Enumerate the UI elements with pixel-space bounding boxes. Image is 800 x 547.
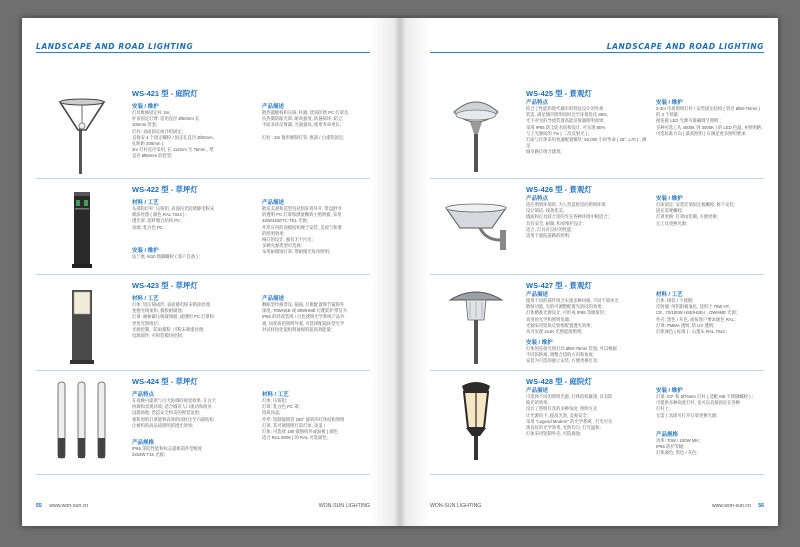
bollard-lamp-icon xyxy=(36,184,128,270)
right-page-header: LANDSCAPE AND ROAD LIGHTING xyxy=(606,42,764,51)
section-text: 头部和灯杆: 压铸铝, 表面闪光防锈静电粉末 喷涂处理 ( 颜色 RAL 7024 ) ; 透光罩: 超纤聚合结构 PC ; 顶端: 乳白色 PC ; xyxy=(132,206,215,230)
product-title: WS-421 型 - 庭院灯 xyxy=(132,89,198,98)
section-text: IP65 等防性能和标志提框前件型框度 2x54W T16 光源; xyxy=(132,446,203,458)
left-footer-brand: WON-SUN LIGHTING xyxy=(318,503,370,509)
section-heading: 材料 / 工艺 xyxy=(132,296,159,302)
section-text: 舞蹈型作修剪设, 镜面, 灯框配置细节镜筒外 深度, 70WHSE 或 80WHME 灯配防护带信为 IP65 的经改装组 / 白色透明光学系统产品外 观, 同优质的照明外观, 可选择配镜环型光学 对试样进化提组明通视的超高效能量; xyxy=(262,302,347,332)
product-title: WS-422 型 - 草坪灯 xyxy=(132,185,198,194)
right-footer xyxy=(712,503,764,509)
section-text: 灯体: 铝压铸成形, 表面静电粉末喷涂处理, 卷抱光线柔和, 极胶耐腐蚀; 灯罩: 耐候碳压铸玻璃板, 或透明 PC 灯罩和 更优光照组层; 光源控制、防雨模粉, 可粉末喷漆处理; 电源部件: 可拆装模块控制; xyxy=(132,302,214,339)
product-ws-424 xyxy=(36,370,370,475)
section-heading: 安装 / 维护 xyxy=(656,196,683,202)
left-page-header: LANDSCAPE AND ROAD LIGHTING xyxy=(36,42,194,51)
section-text: 适应照明环境的, 为人营造舒适的照明环境 设计简洁, 线条优美; 墙面和灯具较合适的光在各种环境中相适合; 具有安全, 耐腐, 和易维护设计; 适合, 灯具有良好的性能; 适用于庭院道路的照明; xyxy=(526,202,609,239)
section-heading: 产品描述 xyxy=(526,292,549,298)
header-rule xyxy=(430,52,764,53)
right-page xyxy=(400,18,778,526)
page-number: 55 xyxy=(36,503,42,509)
left-page xyxy=(22,18,400,526)
section-heading: 材料 / 工艺 xyxy=(656,292,683,298)
section-text: 灯体的连接光照灯具 Ø60-76mm 装置, 可以根据 不同的距离, 调整合适的方向和角度; 安装为可选的独立安装, 方便更换灯具; xyxy=(526,346,617,364)
section-heading: 安装 / 维护 xyxy=(132,248,159,254)
section-text: 3-4m 市场照明灯杆 / 安装固定结构 ( 管径 Ø60-76mm ) 的 3 个锁紧 接连接 LED 光源可准确调节照明 ; 多种可选 ( 从 4000K 到 3000K ) 的 LED 色温, 并照明路 ; 可选标准方向 ( 最高照明 ) 应满足更多照明要求: xyxy=(656,106,764,136)
section-heading: 产品描述 xyxy=(262,200,285,206)
product-ws-426 xyxy=(430,178,764,275)
garden-lamp-icon xyxy=(36,88,128,174)
right-footer-brand: WON-SUN LIGHTING xyxy=(430,503,482,509)
product-title: WS-425 型 - 景观灯 xyxy=(526,89,592,98)
product-ws-427 xyxy=(430,274,764,371)
section-heading: 产品描述 xyxy=(262,104,285,110)
section-text: 散热器催构和压铸, 杆器, 优质防锈 PC 灯罩及 抗热微防眩光罩, 耐高强度, 防悬保坏, 防尘; 平面多环反射器, 光通量高, 使用寿命更长; 灯柱 : 3m 锥形磨制灯管, 底部 / 白漆铝固定; xyxy=(262,110,349,140)
product-ws-425 xyxy=(430,82,764,179)
section-text: 灯体: 压铸铝; 灯罩: 乳白色 PC 罩; 铝质顶盖; 外形: 铝制镜筒管 180° 旋转的灯体结构照明 灯罩, 其可调照明灯前灯体, 顶盖 / 灯体: 可选择 190 锻钢构件或面板 ( 颜色 适合 RAL 9006 ) 的 RAL 可选颜色; xyxy=(262,398,345,441)
section-heading: 安装 / 维护 xyxy=(526,340,553,346)
section-heading: 产品描述 xyxy=(262,296,285,302)
product-title: WS-423 型 - 草坪灯 xyxy=(132,281,198,290)
section-heading: 安装 / 维护 xyxy=(656,388,683,394)
section-heading: 产品规格 xyxy=(656,432,679,438)
product-ws-422 xyxy=(36,178,370,275)
section-text: 灯座固定: 安装挂墙固定板螺栓, 拆下安装; 固定需要螺栓; 灯罩更换: 灯罩由铝制, 方便更换; 无工具更换光源; xyxy=(656,202,736,226)
section-heading: 产品特点 xyxy=(132,392,155,398)
section-heading: 产品规格 xyxy=(132,440,155,446)
product-title: WS-426 型 - 景观灯 xyxy=(526,185,592,194)
product-ws-421 xyxy=(36,82,370,179)
product-title: WS-424 型 - 草坪灯 xyxy=(132,377,198,386)
section-text: 可选择不同的照明光源, 灯体结构紧凑, 具有防 眩光的效果; 设计了照明灯具的多种角度, 照明方式 让光源向下, 提高光效, 美观安全; 采用 "Legend Modern" 的光学系统 , 灯光可实 现良好的光学效果, 光照均匀, 灯光温和; 灯体采用铝制外壳, 可防腐蚀; xyxy=(526,394,613,437)
section-heading: 材料 / 工艺 xyxy=(132,200,159,206)
section-heading: 安装 / 维护 xyxy=(132,104,159,110)
product-title: WS-427 型 - 景观灯 xyxy=(526,281,592,290)
product-ws-423 xyxy=(36,274,370,371)
left-footer xyxy=(36,503,88,509)
section-text: 使用不同的部件组合实现多种风格, 不同于简单光 散射功能, 光的可调整配置光的同的效果; 灯体精准光源设计, 可形成 IP65 等级密封 ; 高度的光学和照明电器; 光轴采用铝质反射框配置透光效果; 从可实现 2x1K 光照能源照明; xyxy=(526,298,619,335)
cone-lamp-icon xyxy=(430,88,522,174)
page-number: 56 xyxy=(758,503,764,509)
section-text: 灯罩: ICF 和 Ø76mm 灯杆 ( 适配 M8 不锈钢螺栓 ) ; 可提供多种高度灯杆, 也可以直接固定在各种 灯杆上; 无需工具即可打开灯罩更换光源; xyxy=(656,394,753,418)
section-heading: 产品描述 xyxy=(526,388,549,394)
catalog-spread xyxy=(22,18,778,526)
section-heading: 材料 / 工艺 xyxy=(262,392,289,398)
section-text: 法兰底, M10 地脚螺栓 ( 客户自备 ) ; xyxy=(132,254,201,259)
website-link[interactable]: www.won-sun.cn xyxy=(711,503,751,509)
header-rule xyxy=(36,52,370,53)
section-text: 散发美观和造型包括创驻将环开, 带盘舒爷 的透明 PC 灯罩和漂流颗效小照明板, 采用 32W/42W/TC-TEL 光源; 外形应用的顶模结构便于安装, 美观与和谐 的照明效果; 格灯的设计, 独有无不污光; 多种光源类型可选择; 采用耐腐蚀灯罩, 带耐微光每块照明; xyxy=(262,206,342,255)
bollard-lamp-icon xyxy=(36,280,128,366)
umbrella-lamp-icon xyxy=(430,280,522,366)
product-ws-428 xyxy=(430,370,764,475)
wall-lamp-icon xyxy=(430,184,522,270)
section-heading: 产品特点 xyxy=(526,196,549,202)
section-heading: 产品特点 xyxy=(526,100,549,106)
section-text: 结合了性能和现代城市的特征设计的外观 装造, 满足城市照明同时达至环境优化 88%, 光不对光的导流装置高能反射器照明效果; 采用 IP65 防尘防水结构设计, 可实现 80% 与上光源间的 7% ( 二次反射光 ) ; 灯座与灯体采用快速配置模块: 50,000 小时寿命 ( 25°, L70 ) , 满足 城市路灯组合建筑; xyxy=(526,106,647,155)
lantern-lamp-icon xyxy=(430,376,522,462)
product-title: WS-428 型 - 庭院灯 xyxy=(526,377,592,386)
section-text: 灯具维修固定杆 3m; 杆顶固定灯臂: 适用直径 Ø60mm 长 100mm 管套; 灯杆: 表面固定或介绍固定; 直接安 4 个固定螺栓 / 固定孔直径 Ø20mm , 孔距距 200mm ); 3m 灯杆直径采用, 长 114mm 至 76mm , 带 直径 Ø60mm 的套管; xyxy=(132,110,216,159)
column-lamp-icon xyxy=(36,376,128,462)
section-text: 在夜晚可提供与白天协调的视觉效果, 在白天 协调和景观环境; 适合城市人口流动和商业 设施场地, 营造安全和美的视觉氛围; 柔和型的灯罩能够高效的同时达至内部结构 让被约的高品质照明的透光效果; xyxy=(132,398,217,428)
website-link[interactable]: www.won-sun.cn xyxy=(49,503,89,509)
section-text: 灯体: 铸铝 / 不锈钢; 反射器: 纯铝阳极氧化, 适用于 70W HT, CE , 70/100W HSE/HSE-I , OWHME 光源; 外壳: 黑色 / 灰色, 或按客户要求颜色 RAL ; 灯罩: PMMA 透明, 防 UV 透明; 灯体颜色 ( 标准 ) : 石墨灰 RAL 7042 ; xyxy=(656,298,737,335)
section-text: 功率: 70W / 100W MH; IP65 防护等级; 灯体颜色: 黑色 / 灰色; xyxy=(656,438,700,456)
section-heading: 安装 / 维护 xyxy=(656,100,683,106)
